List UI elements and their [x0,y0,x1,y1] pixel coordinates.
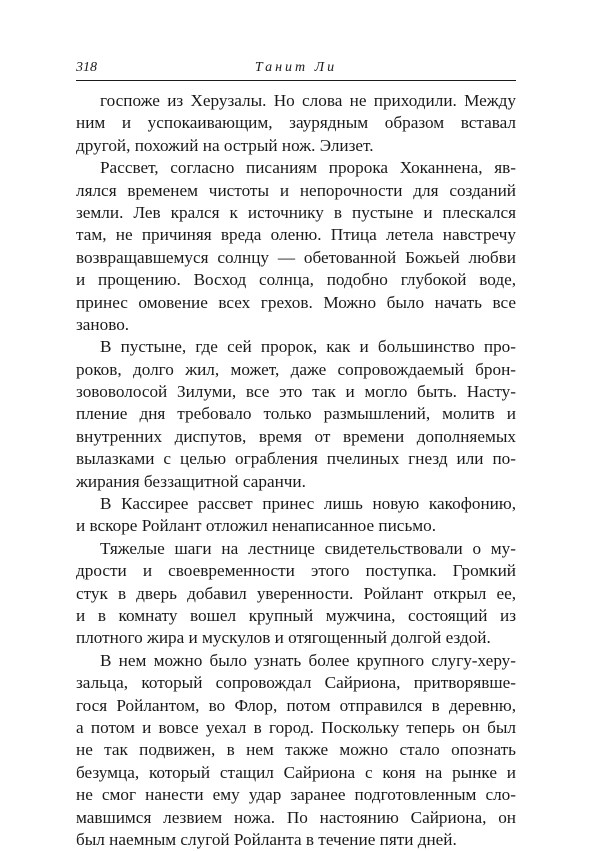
text-line: зальца, который сопровождал Сайриона, притворявше- [76,673,516,693]
text-line: и вскоре Ройлант отложил ненаписанное письмо. [76,516,437,536]
text-line: плотного жира и мускулов и отягощенный долгой ездой. [76,628,491,648]
text-line: а потом и вовсе уехал в город. Поскольку теперь он был [76,717,516,737]
text-line: там, не причиняя вреда оленю. Птица летела навстречу [76,225,516,245]
text-line: Рассвет, согласно писаниям пророка Хоканнена, яв- [100,158,516,178]
text-line: зововолосой Зилуми, все это так и могло быть. Насту- [76,382,516,402]
paragraph [76,650,516,851]
text-line: безумца, который стащил Сайриона с коня на рынке и [76,762,516,782]
text-line: госпоже из Херузалы. Но слова не приходили. Между [100,91,516,110]
header-rule [76,80,516,81]
text-line: В Кассирее рассвет принес лишь новую какофонию, [100,494,516,514]
text-line: был наемным слугой Ройланта в течение пяти дней. [76,829,457,849]
text-line: роков, долго жил, может, даже сопровождаемый брон- [76,359,516,379]
text-line: вылазками с целью ограбления пчелиных гнезд или по- [76,449,516,469]
text-line: мавшимся лезвием ножа. По настоянию Сайриона, он [76,807,516,827]
text-line: пление дня требовало только размышлений, молитв и [76,404,516,424]
text-line: не смог нанести ему удар заранее подготовленным сло- [76,785,516,805]
text-line: дрости и своевременности этого поступка. Громкий [76,561,516,581]
text-line: внутренних диспутов, время от времени дополняемых [76,426,516,446]
paragraph [76,493,516,538]
text-line: заново. [76,314,130,334]
running-header [76,58,516,78]
body-text [76,90,516,851]
text-line: В нем можно было узнать более крупного слугу-херу- [100,650,516,670]
text-line: земли. Лев крался к источнику в пустыне и плескался [76,202,516,222]
text-line: и в комнату вошел крупный мужчина, состоящий из [76,605,516,625]
paragraph [76,336,516,493]
text-line: ним и успокаивающим, заурядным образом вставал [76,113,516,133]
text-line: и прощению. Восход солнца, подобно глубокой воде, [76,270,516,290]
text-line: лялся временем чистоты и непорочности для созданий [76,180,516,200]
text-line: стук в дверь добавил уверенности. Ройлант открыл ее, [76,583,516,603]
text-line: В пустыне, где сей пророк, как и большинство про- [100,337,516,357]
text-line: гося Ройлантом, во Флор, потом отправился в деревню, [76,695,516,715]
text-line: принес омовение всех грехов. Можно было начать все [76,292,516,312]
text-line: другой, похожий на острый нож. Элизет. [76,135,374,155]
text-line: жирания беззащитной саранчи. [76,471,306,491]
text-line: Тяжелые шаги на лестнице свидетельствовали о му- [100,538,516,558]
text-line: не так подвижен, в нем также можно стало опознать [76,740,516,760]
paragraph [76,538,516,650]
running-title-author: Танит Ли [254,60,338,75]
text-line: возвращавшемуся солнцу — обетованной Божьей любви [76,247,516,267]
paragraph [76,157,516,336]
paragraph [76,90,516,157]
page-number: 318 [76,60,97,75]
